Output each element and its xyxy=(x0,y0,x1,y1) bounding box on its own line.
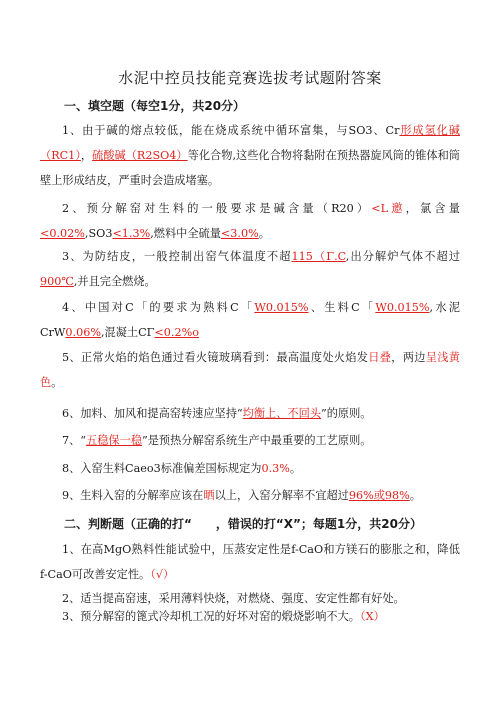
question-text: 3、为防结皮，一般控制出窑气体温度不超 xyxy=(62,250,292,263)
section-fill-blank-heading: 一、填空题（每空1分，共20分） xyxy=(64,99,246,113)
question-text: ， xyxy=(80,149,93,162)
answer-text: 晒 xyxy=(203,489,215,502)
answer-mark: （√） xyxy=(150,568,175,581)
answer-text: <L邀 xyxy=(371,202,406,215)
answer-text: 呈浅黄色 xyxy=(40,351,460,389)
question-text: 9、生料入窑的分解率应该在 xyxy=(62,489,204,502)
question-text: 7、“ xyxy=(62,434,87,447)
question-text: 以上，入窑分解率不宜超过 xyxy=(214,489,349,502)
answer-text: <1.3% xyxy=(112,227,151,240)
question-9 xyxy=(40,483,460,508)
question-text: 5、正常火焰的焰色通过看火镜玻璃看到：最高温度处火焰发 xyxy=(62,351,369,364)
answer-text: 115（Γ.C xyxy=(291,250,346,263)
question-text: 、生料C「 xyxy=(308,301,376,314)
answer-text: 0.3% xyxy=(261,462,290,475)
answer-text: W0.015% xyxy=(375,301,430,314)
question-text: ,SO3 xyxy=(84,227,113,240)
answer-text: W0.015% xyxy=(254,301,309,314)
question-6 xyxy=(40,401,460,426)
answer-text: 日叠 xyxy=(368,351,392,364)
question-text: 。 xyxy=(409,489,421,502)
question-text: 等化合物,这些化合物将黏附在预热器旋风筒的锥体和筒壁上形成结皮，严重时会造成堵塞。 xyxy=(40,149,460,187)
question-5 xyxy=(40,345,460,395)
answer-mark: （X） xyxy=(360,610,385,623)
question-text: ，两边 xyxy=(391,351,426,364)
answer-text: 900℃ xyxy=(40,275,74,288)
question-text: 。 xyxy=(258,227,270,240)
question-text: 2、适当提高窑速，采用薄料快烧，对燃烧、强度、安定性都有好处。 xyxy=(62,592,405,605)
question-2 xyxy=(40,196,460,246)
question-text: ”的原则。 xyxy=(320,407,372,420)
question-text: 4、中国对C「的要求为熟料C「 xyxy=(62,301,255,314)
question-text: ,水泥CrW xyxy=(40,301,460,339)
judge-3 xyxy=(40,604,460,629)
question-3 xyxy=(40,244,460,294)
answer-text: <0.02% xyxy=(40,227,85,240)
judge-1 xyxy=(40,537,460,587)
question-text: ,并且完全燃烧。 xyxy=(73,275,156,288)
answer-text: 均衡上、不回头 xyxy=(242,407,321,420)
question-text: 1、在高MgO熟料性能试验中，压蒸安定性是f-CaO和方镁石的膨胀之和，降低f-CaO可改善安定性。 xyxy=(40,543,460,581)
question-text: 。 xyxy=(289,462,302,475)
question-text: ,出分解炉气体不超过 xyxy=(345,250,461,263)
question-text: 。 xyxy=(51,376,63,389)
question-1 xyxy=(40,118,460,193)
answer-text: 0.06% xyxy=(65,326,101,339)
answer-text: <3.0% xyxy=(220,227,259,240)
page-title: 水泥中控员技能竞赛选拔考试题附答案 xyxy=(118,69,382,87)
question-8 xyxy=(40,456,460,481)
answer-text: 96%或98% xyxy=(348,489,410,502)
question-text: ,燃料中全硫量 xyxy=(150,227,221,240)
question-text: 6、加料、加风和提高窑转速应坚持“ xyxy=(62,407,243,420)
answer-text: <0.2%o xyxy=(154,326,199,339)
question-text: ”是预热分解窑系统生产中最重要的工艺原则。 xyxy=(141,434,372,447)
answer-text: 硫酸碱（R2SO4） xyxy=(92,149,188,162)
answer-text: 五稳保一稳 xyxy=(86,434,142,447)
question-7 xyxy=(40,428,460,453)
question-text: 8、入窑生料Caeo3标准偏差国标规定为 xyxy=(62,462,262,475)
answer-text: 形成氢化碱（RC1） xyxy=(40,124,460,162)
question-text: ,混凝土CΓ xyxy=(100,326,155,339)
question-text: ，氯含量 xyxy=(405,202,460,215)
question-text: 1、由于碱的熔点较低，能在烧成系统中循环富集，与SO3、Cr xyxy=(62,124,400,137)
question-text: 2、预分解窑对生料的一般要求是碱含量（R20） xyxy=(62,202,372,215)
question-4 xyxy=(40,295,460,345)
section-true-false-heading: 二、判断题（正确的打“ ，错误的打“X”；每题1分，共20分） xyxy=(64,517,422,531)
question-text: 3、预分解窑的篦式冷却机工况的好坏对窑的煅烧影响不大。 xyxy=(62,610,360,623)
